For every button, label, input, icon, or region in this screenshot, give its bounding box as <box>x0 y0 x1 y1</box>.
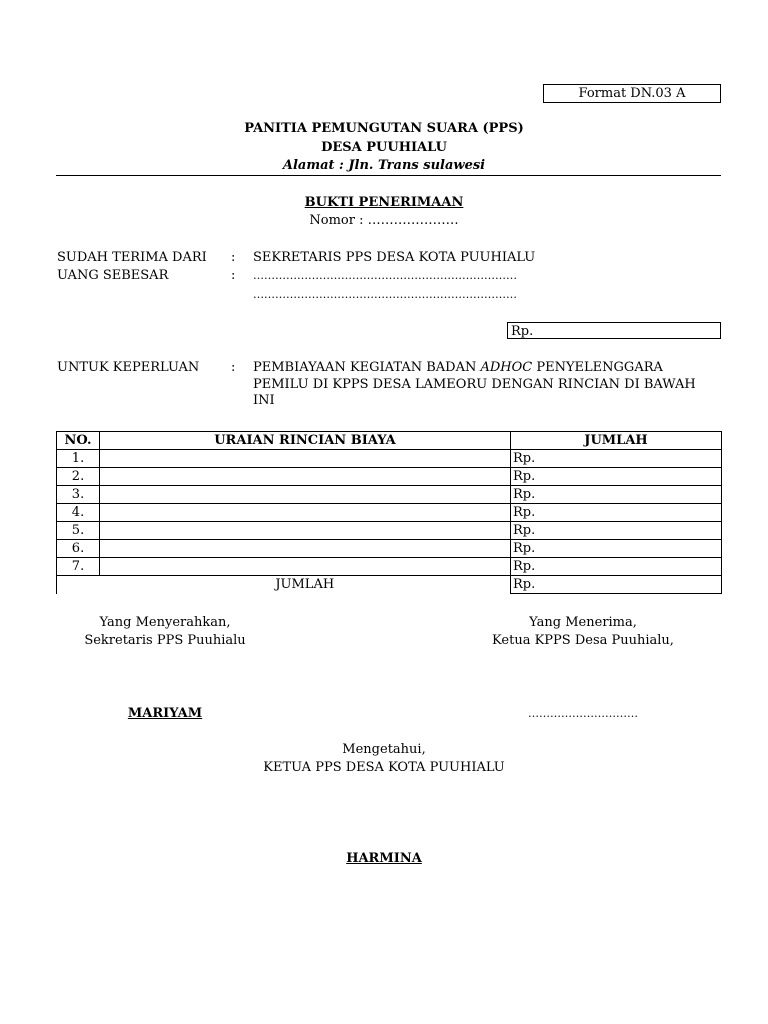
total-label: JUMLAH <box>100 576 511 594</box>
table-row <box>57 486 722 504</box>
purpose-line-2: PEMILU DI KPPS DESA LAMEORU DENGAN RINCIAN DI BAWAH <box>253 377 696 392</box>
doc-title: BUKTI PENERIMAAN <box>304 195 464 210</box>
format-code-box: Format DN.03 A <box>543 84 721 103</box>
receiver-title: Ketua KPPS Desa Puuhialu, <box>492 633 674 648</box>
header-amount: JUMLAH <box>511 432 722 450</box>
row-desc <box>100 504 511 522</box>
row-no: 5. <box>57 522 100 540</box>
amount-line-2: ……………………………………………………………… <box>253 288 517 301</box>
received-from-value: SEKRETARIS PPS DESA KOTA PUUHIALU <box>253 250 536 265</box>
table-row <box>57 540 722 558</box>
table-row <box>57 558 722 576</box>
row-no: 2. <box>57 468 100 486</box>
row-no: 4. <box>57 504 100 522</box>
table-row <box>57 450 722 468</box>
header-divider <box>56 175 721 176</box>
row-amount: Rp. <box>511 450 722 468</box>
row-no: 1. <box>57 450 100 468</box>
total-row <box>57 576 722 594</box>
purpose-label: UNTUK KEPERLUAN <box>57 360 200 375</box>
purpose-line-1 <box>253 360 663 375</box>
colon: : <box>231 268 236 283</box>
row-amount: Rp. <box>511 558 722 576</box>
row-no: 7. <box>57 558 100 576</box>
header-no: NO. <box>57 432 100 450</box>
village-title: DESA PUUHIALU <box>321 140 447 155</box>
ack-name: HARMINA <box>346 851 422 866</box>
address-line: Alamat : Jln. Trans sulawesi <box>282 158 486 173</box>
row-amount: Rp. <box>511 504 722 522</box>
doc-number: Nomor : ………………… <box>309 213 459 228</box>
row-no: 3. <box>57 486 100 504</box>
row-amount: Rp. <box>511 486 722 504</box>
purpose-line-3: INI <box>253 393 275 408</box>
row-amount: Rp. <box>511 540 722 558</box>
row-desc <box>100 522 511 540</box>
giver-name: MARIYAM <box>127 706 203 721</box>
received-from-label: SUDAH TERIMA DARI <box>57 250 207 265</box>
receiver-heading: Yang Menerima, <box>529 615 637 630</box>
row-no: 6. <box>57 540 100 558</box>
row-desc <box>100 540 511 558</box>
colon: : <box>231 360 236 375</box>
cost-detail-table <box>56 431 722 594</box>
amount-line-1: ……………………………………………………………… <box>253 269 517 282</box>
header-description: URAIAN RINCIAN BIAYA <box>100 432 511 450</box>
giver-heading: Yang Menyerahkan, <box>99 615 231 630</box>
amount-rp-box: Rp. <box>507 322 721 339</box>
row-desc <box>100 468 511 486</box>
org-title: PANITIA PEMUNGUTAN SUARA (PPS) <box>244 121 524 136</box>
row-desc <box>100 558 511 576</box>
purpose-text-2: PENYELENGGARA <box>532 360 663 375</box>
row-amount: Rp. <box>511 468 722 486</box>
table-row <box>57 522 722 540</box>
receiver-name-blank: ………………………… <box>528 707 638 720</box>
row-desc <box>100 450 511 468</box>
purpose-adhoc: ADHOC <box>480 360 533 375</box>
purpose-text-1: PEMBIAYAAN KEGIATAN BADAN <box>253 360 481 375</box>
ack-title: KETUA PPS DESA KOTA PUUHIALU <box>263 760 505 775</box>
colon: : <box>231 250 236 265</box>
row-amount: Rp. <box>511 522 722 540</box>
row-desc <box>100 486 511 504</box>
table-row <box>57 504 722 522</box>
giver-title: Sekretaris PPS Puuhialu <box>84 633 246 648</box>
total-blank <box>57 576 100 594</box>
total-amount: Rp. <box>511 576 722 594</box>
ack-heading: Mengetahui, <box>342 742 426 757</box>
amount-label: UANG SEBESAR <box>57 268 169 283</box>
table-row <box>57 468 722 486</box>
